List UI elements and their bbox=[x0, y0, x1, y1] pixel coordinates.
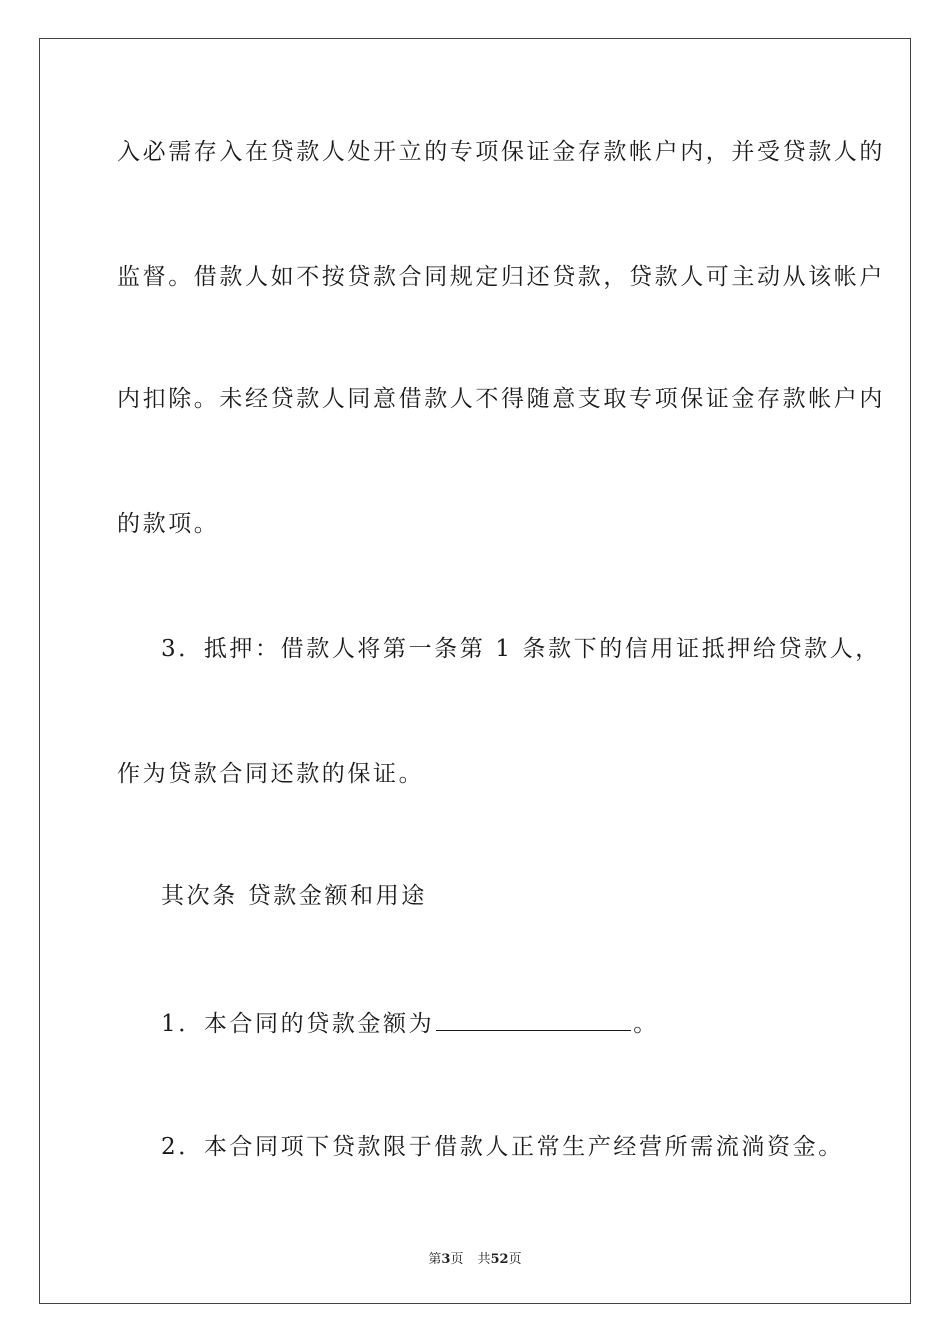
footer-page-unit: 页 bbox=[450, 1252, 464, 1267]
body-line-2: 监督。借款人如不按贷款合同规定归还贷款，贷款人可主动从该帐户 bbox=[117, 264, 885, 290]
clause-3-continuation: 作为贷款合同还款的保证。 bbox=[117, 761, 425, 787]
page-frame bbox=[39, 38, 911, 1304]
clause-1-amount bbox=[161, 1008, 659, 1039]
footer-total-unit: 页 bbox=[508, 1252, 522, 1267]
article-heading: 其次条 贷款金额和用途 bbox=[161, 883, 427, 909]
clause-3-pledge: 3．抵押：借款人将第一条第 1 条款下的信用证抵押给贷款人， bbox=[161, 636, 881, 662]
footer-total-prefix: 共 bbox=[477, 1252, 491, 1267]
amount-clause-period: 。 bbox=[633, 1011, 659, 1037]
amount-blank-field bbox=[436, 1008, 631, 1031]
footer-page-number: 3 bbox=[441, 1252, 451, 1267]
footer-page-prefix: 第 bbox=[428, 1252, 442, 1267]
body-line-3: 内扣除。未经贷款人同意借款人不得随意支取专项保证金存款帐户内 bbox=[117, 386, 885, 412]
amount-clause-text: 1．本合同的贷款金额为 bbox=[161, 1011, 435, 1037]
body-line-4: 的款项。 bbox=[117, 511, 220, 537]
page-footer bbox=[0, 1248, 950, 1267]
footer-total-pages: 52 bbox=[490, 1252, 509, 1267]
body-line-1: 入必需存入在贷款人处开立的专项保证金存款帐户内，并受贷款人的 bbox=[117, 139, 885, 165]
clause-2-purpose: 2．本合同项下贷款限于借款人正常生产经营所需流淌资金。 bbox=[161, 1134, 844, 1160]
